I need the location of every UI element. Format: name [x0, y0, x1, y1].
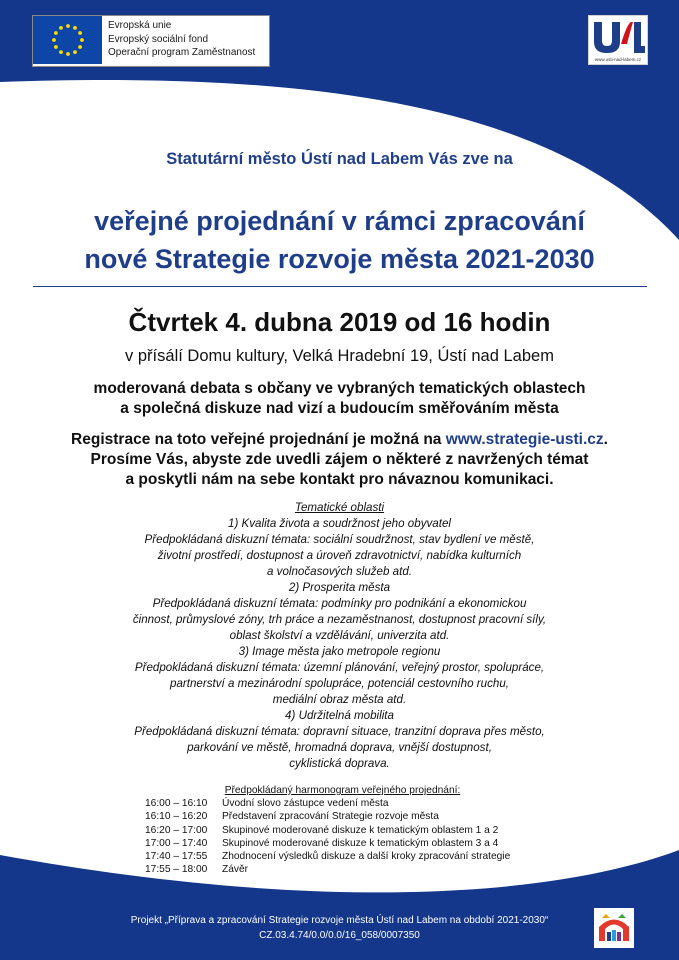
main-title-line-1: veřejné projednání v rámci zpracování: [94, 206, 585, 236]
schedule: [0, 784, 679, 876]
schedule-text: Úvodní slovo zástupce vedení města: [222, 798, 389, 810]
eu-logo-box: [32, 15, 270, 67]
registration-line-2: Prosíme Vás, abyste zde uvedli zájem o některé z navržených témat: [90, 451, 589, 468]
schedule-time: 17:55 – 18:00: [145, 864, 208, 876]
area-line: Předpokládaná diskuzní témata: podmínky pro podnikání a ekonomickou: [152, 597, 527, 610]
schedule-row: [0, 797, 679, 810]
usti-mark-icon: [589, 16, 647, 56]
footer-registration-number: CZ.03.4.74/0.0/0.0/16_058/0007350: [259, 930, 420, 941]
area-line: partnerství a mezinárodní spolupráce, potenciál cestovního ruchu,: [170, 677, 509, 690]
title-divider: [33, 286, 647, 287]
schedule-time: 16:00 – 16:10: [145, 798, 208, 810]
area-line: mediální obraz města atd.: [272, 693, 407, 706]
schedule-text: Skupinové moderované diskuze k tematickým oblastem 3 a 4: [222, 837, 499, 849]
schedule-text: Závěr: [222, 864, 249, 876]
moderation-line-2: a společná diskuze nad vizí a budoucím směřováním města: [120, 400, 559, 417]
schedule-row: [0, 837, 679, 850]
city-logo-url: www.usti-nad-labem.cz: [594, 57, 642, 62]
schedule-time: 17:40 – 17:55: [145, 851, 208, 863]
eu-line-3: Operační program Zaměstnanost: [108, 47, 256, 58]
area-line: 3) Image města jako metropole regionu: [238, 645, 441, 658]
area-line: činnost, průmyslové zóny, trh práce a nezaměstnanost, dostupnost pracovní síly,: [132, 613, 547, 626]
registration-line-1: [0, 431, 679, 449]
usti-city-logo-icon: [588, 15, 648, 65]
schedule-text: Zhodnocení výsledků diskuze a další kroky zpracování strategie: [222, 851, 511, 863]
moderation-line-1: moderovaná debata s občany ve vybraných tematických oblastech: [93, 380, 586, 397]
schedule-time: 16:10 – 16:20: [145, 811, 208, 823]
schedule-row: [0, 810, 679, 823]
main-title-line-2: nové Strategie rozvoje města 2021-2030: [84, 244, 595, 274]
eu-flag-icon: [33, 16, 102, 64]
area-line: životní prostředí, dostupnost a úroveň zdravotnictví, nabídka kulturních: [157, 549, 522, 562]
area-line: a volnočasových služeb atd.: [266, 565, 412, 578]
schedule-row: [0, 824, 679, 837]
registration-link[interactable]: www.strategie-usti.cz: [445, 431, 604, 448]
area-line: Předpokládaná diskuzní témata: dopravní situace, tranzitní doprava přes město,: [134, 725, 545, 738]
area-line: cyklistická doprava.: [289, 757, 390, 770]
invite-line: Statutární město Ústí nad Labem Vás zve na: [166, 150, 513, 168]
registration-suffix: .: [603, 431, 608, 448]
area-line: 2) Prosperita města: [288, 581, 391, 594]
event-date: Čtvrtek 4. dubna 2019 od 16 hodin: [128, 307, 551, 337]
strategy-logo-icon: [594, 908, 634, 948]
area-line: oblast školství a vzdělávání, univerzita atd.: [229, 629, 450, 642]
area-line: Předpokládaná diskuzní témata: sociální soudržnost, stav bydlení ve městě,: [144, 533, 535, 546]
schedule-text: Skupinové moderované diskuze k tematickým oblastem 1 a 2: [222, 824, 499, 836]
area-line: 4) Udržitelná mobilita: [285, 709, 394, 722]
area-line: parkování ve městě, hromadná doprava, vnější dostupnost,: [187, 741, 492, 754]
registration-prefix: Registrace na toto veřejné projednání je možná na: [71, 431, 446, 448]
schedule-row: [0, 850, 679, 863]
area-line: Předpokládaná diskuzní témata: územní plánování, veřejný prostor, spolupráce,: [134, 661, 545, 674]
schedule-text: Představení zpracování Strategie rozvoje města: [222, 811, 439, 823]
event-place: v přísálí Domu kultury, Velká Hradební 19, Ústí nad Labem: [125, 347, 554, 365]
schedule-heading: Předpokládaný harmonogram veřejného projednání:: [224, 785, 461, 796]
eu-line-1: Evropská unie: [108, 20, 172, 31]
schedule-time: 16:20 – 17:00: [145, 824, 208, 836]
eu-logo-text: [102, 16, 255, 66]
schedule-time: 17:00 – 17:40: [145, 837, 208, 849]
eu-line-2: Evropský sociální fond: [108, 33, 209, 45]
footer-project-line: Projekt „Příprava a zpracování Strategie rozvoje města Ústí nad Labem na období 2021-2030“: [130, 915, 549, 926]
area-line: 1) Kvalita života a soudržnost jeho obyvatel: [228, 517, 451, 530]
schedule-row: [0, 863, 679, 876]
registration-line-3: a poskytli nám na sebe kontakt pro návaznou komunikaci.: [125, 471, 554, 488]
thematic-areas: [0, 500, 679, 772]
areas-heading: Tematické oblasti: [294, 501, 385, 514]
